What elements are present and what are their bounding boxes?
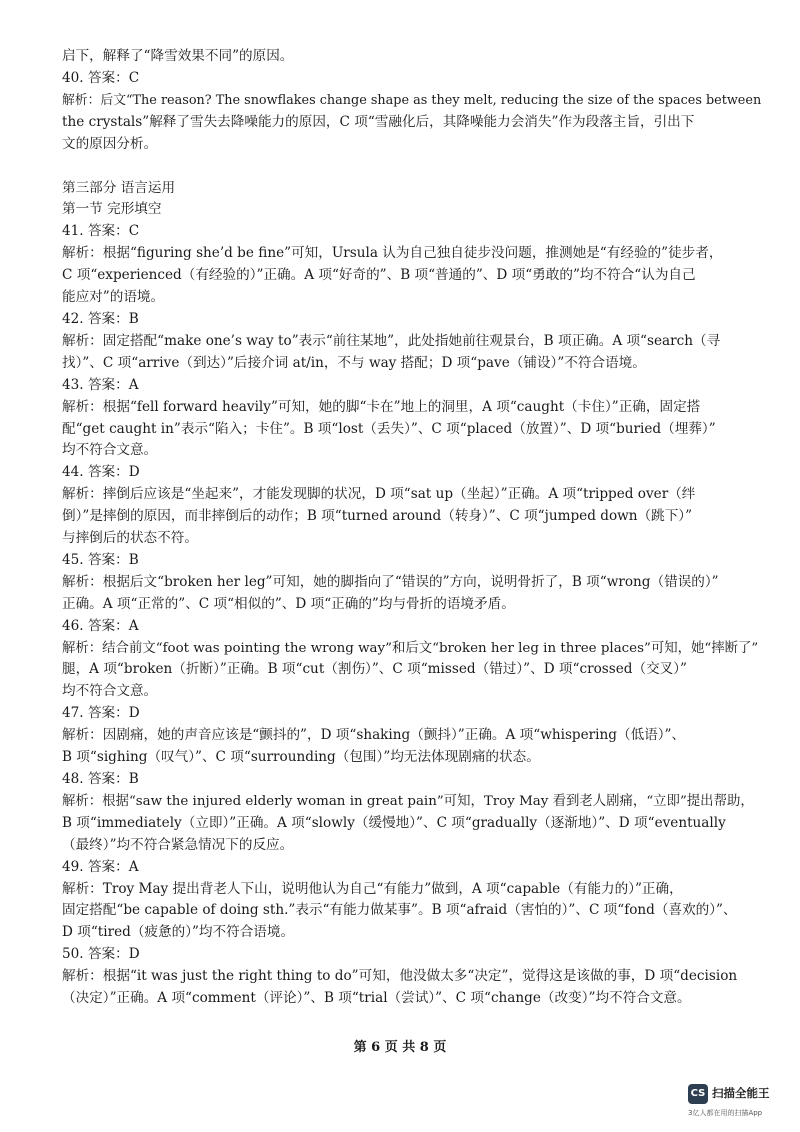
text-line: 解析：摔倒后应该是“坐起来”，才能发现脚的状况，D 项“sat up（坐起）”正确。A 项“tripped over（绊: [62, 486, 696, 503]
text-line: 解析：根据“fell forward heavily”可知，她的脚“卡在”地上的洞里，A 项“caught（卡住）”正确，固定搭: [62, 398, 701, 415]
scanner-watermark: [688, 1082, 798, 1122]
text-line: 腿，A 项“broken（折断）”正确。B 项“cut（割伤）”、C 项“missed（错过）”、D 项“crossed（交叉）”: [62, 661, 687, 678]
text-line: 解析：根据“saw the injured elderly woman in great pain”可知，Troy May 看到老人剧痛，“立即”提出帮助，: [62, 793, 754, 809]
text-line: 与摔倒后的状态不符。: [62, 530, 198, 547]
blank-line: [62, 156, 762, 178]
text-line: 解析：固定搭配“make one’s way to”表示“前往某地”，此处指她前往观景台，B 项正确。A 项“search（寻: [62, 332, 721, 349]
text-line: 均不符合文意。: [62, 683, 158, 700]
text-line: 解析：后文“The reason? The snowflakes change shape as they melt, reducing the size of the spaces between: [62, 92, 762, 108]
text-line: 46. 答案：A: [62, 617, 139, 634]
text-line: 文的原因分析。: [62, 135, 158, 152]
text-line: C 项“experienced（有经验的）”正确。A 项“好奇的”、B 项“普通的”、D 项“勇敢的”均不符合“认为自己: [62, 267, 696, 284]
watermark-title: 扫描全能王: [712, 1086, 770, 1100]
text-line: 50. 答案：D: [62, 946, 140, 963]
text-line: 43. 答案：A: [62, 376, 139, 393]
text-line: 解析：根据“figuring she’d be fine”可知，Ursula 认为自己独自徒步没问题，推测她是“有经验的”徒步者，: [62, 245, 723, 262]
text-line: 固定搭配“be capable of doing sth.”表示“有能力做某事”。B 项“afraid（害怕的）”、C 项“fond（喜欢的）”、: [62, 902, 737, 919]
text-line: 第三部分 语言运用: [62, 179, 176, 196]
text-line: 正确。A 项“正常的”、C 项“相似的”、D 项“正确的”均与骨折的语境矛盾。: [62, 595, 515, 612]
text-line: 倒）”是摔倒的原因，而非摔倒后的动作；B 项“turned around（转身）”、C 项“jumped down（跳下）”: [62, 508, 693, 525]
page-number-footer: 第 6 页 共 8 页: [353, 1040, 447, 1055]
text-line: 解析：因剧痛，她的声音应该是“颤抖的”，D 项“shaking（颤抖）”正确。A 项“whispering（低语）”、: [62, 727, 686, 744]
text-line: B 项“sighing（叹气）”、C 项“surrounding（包围）”均无法体现剧痛的状态。: [62, 749, 540, 766]
text-line: 49. 答案：A: [62, 858, 139, 875]
text-line: 解析：结合前文“foot was pointing the wrong way”和后文“broken her leg in three places”可知，她“摔断了”: [62, 640, 759, 656]
text-line: 45. 答案：B: [62, 551, 139, 568]
text-line: the crystals”解释了雪失去降噪能力的原因，C 项“雪融化后，其降噪能力会消失”作为段落主旨，引出下: [62, 113, 695, 130]
text-line: B 项“immediately（立即）”正确。A 项“slowly（缓慢地）”、C 项“gradually（逐渐地）”、D 项“eventually: [62, 814, 726, 831]
text-line: 48. 答案：B: [62, 771, 139, 787]
text-line: （决定）”正确。A 项“comment（评论）”、B 项“trial（尝试）”、C 项“change（改变）”均不符合文意。: [62, 990, 691, 1007]
text-line: 能应对”的语境。: [62, 289, 165, 306]
text-line: 41. 答案：C: [62, 223, 140, 240]
text-line: 均不符合文意。: [62, 442, 158, 459]
text-line: （最终）”均不符合紧急情况下的反应。: [62, 836, 294, 853]
watermark-subtitle: 3亿人都在用的扫描App: [688, 1109, 763, 1117]
text-line: 启下，解释了“降雪效果不同”的原因。: [62, 48, 294, 64]
text-line: 44. 答案：D: [62, 464, 140, 481]
document-body: [62, 46, 762, 1010]
text-line: 40. 答案：C: [62, 69, 140, 86]
text-line: D 项“tired（疲惫的）”均不符合语境。: [62, 924, 295, 941]
camscanner-logo-icon: CS: [688, 1084, 708, 1104]
text-line: 找）”、C 项“arrive（到达）”后接介词 at/in，不与 way 搭配；D 项“pave（铺设）”不符合语境。: [62, 354, 646, 371]
text-line: 解析：Troy May 提出背老人下山，说明他认为自己“有能力”做到，A 项“capable（有能力的）”正确，: [62, 880, 683, 897]
text-line: 47. 答案：D: [62, 705, 140, 722]
text-line: 解析：根据后文“broken her leg”可知，她的脚指向了“错误的”方向，说明骨折了，B 项“wrong（错误的）”: [62, 573, 719, 590]
text-line: 42. 答案：B: [62, 310, 139, 327]
text-line: 配“get caught in”表示“陷入；卡住”。B 项“lost（丢失）”、C 项“placed（放置）”、D 项“buried（埋葬）”: [62, 420, 716, 437]
text-line: 解析：根据“it was just the right thing to do”可知，他没做太多“决定”，觉得这是该做的事，D 项“decision: [62, 968, 738, 985]
text-line: 第一节 完形填空: [62, 201, 162, 218]
